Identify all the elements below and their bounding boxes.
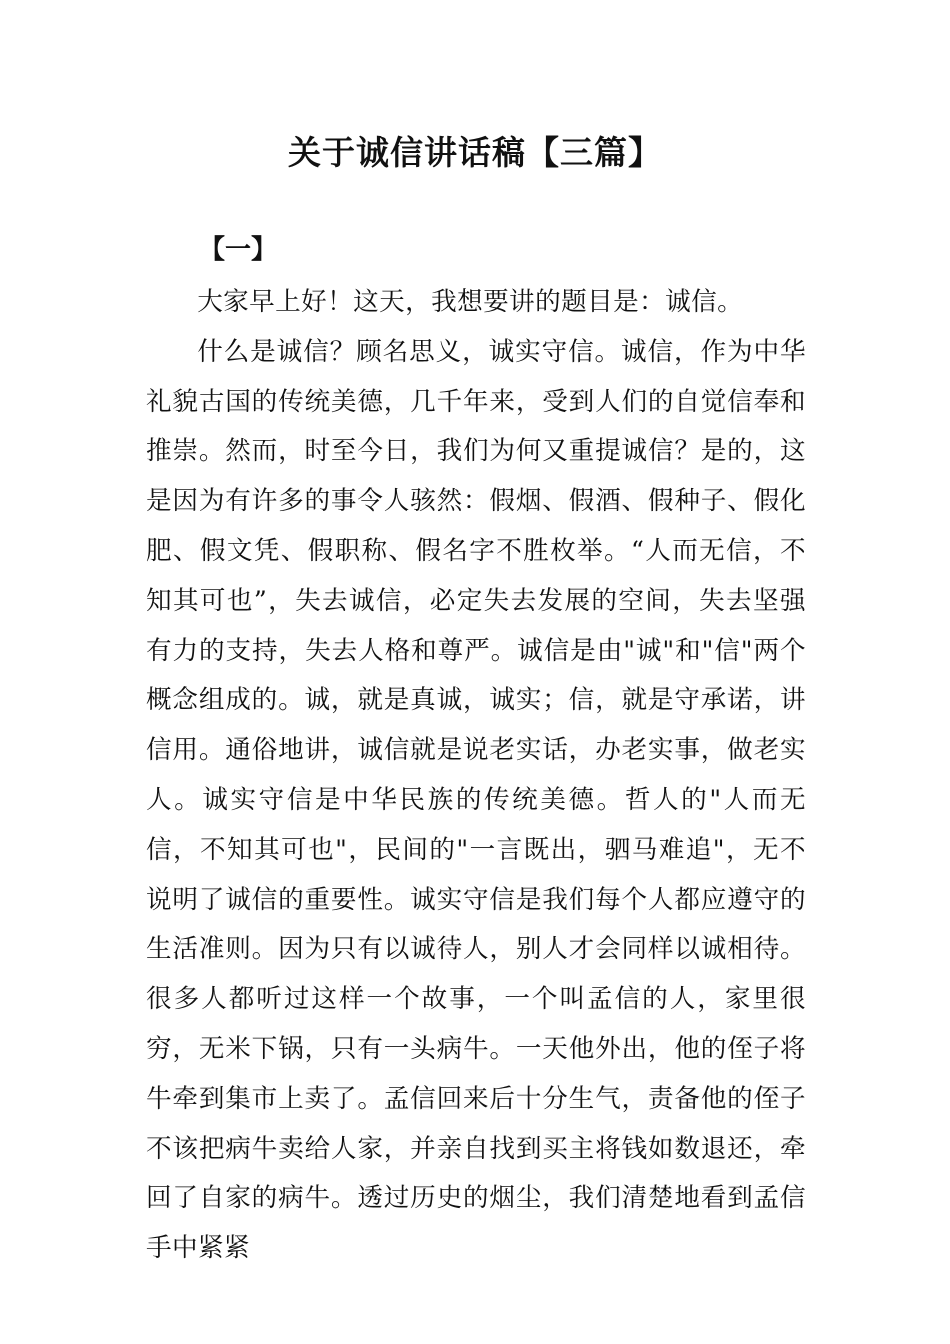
document-body	[146, 278, 806, 1274]
paragraph-main: 什么是诚信？顾名思义，诚实守信。诚信，作为中华礼貌古国的传统美德，几千年来，受到人们的自觉信奉和推崇。然而，时至今日，我们为何又重提诚信？是的，这是因为有许多的事令人骇然：假烟、假酒、假种子、假化肥、假文凭、假职称、假名字不胜枚举。“人而无信，不知其可也”，失去诚信，必定失去发展的空间，失去坚强有力的支持，失去人格和尊严。诚信是由"诚"和"信"两个概念组成的。诚，就是真诚，诚实；信，就是守承诺，讲信用。通俗地讲，诚信就是说老实话，办老实事，做老实人。诚实守信是中华民族的传统美德。哲人的"人而无信，不知其可也"，民间的"一言既出，驷马难追"，无不说明了诚信的重要性。诚实守信是我们每个人都应遵守的生活准则。因为只有以诚待人，别人才会同样以诚相待。很多人都听过这样一个故事，一个叫孟信的人，家里很穷，无米下锅，只有一头病牛。一天他外出，他的侄子将牛牵到集市上卖了。孟信回来后十分生气，责备他的侄子不该把病牛卖给人家，并亲自找到买主将钱如数退还，牵回了自家的病牛。透过历史的烟尘，我们清楚地看到孟信手中紧紧	[146, 336, 806, 1264]
section-heading: 【一】	[199, 235, 278, 265]
paragraph-greeting: 大家早上好！这天，我想要讲的题目是：诚信。	[197, 287, 744, 317]
document-title: 关于诚信讲话稿【三篇】	[288, 133, 662, 172]
